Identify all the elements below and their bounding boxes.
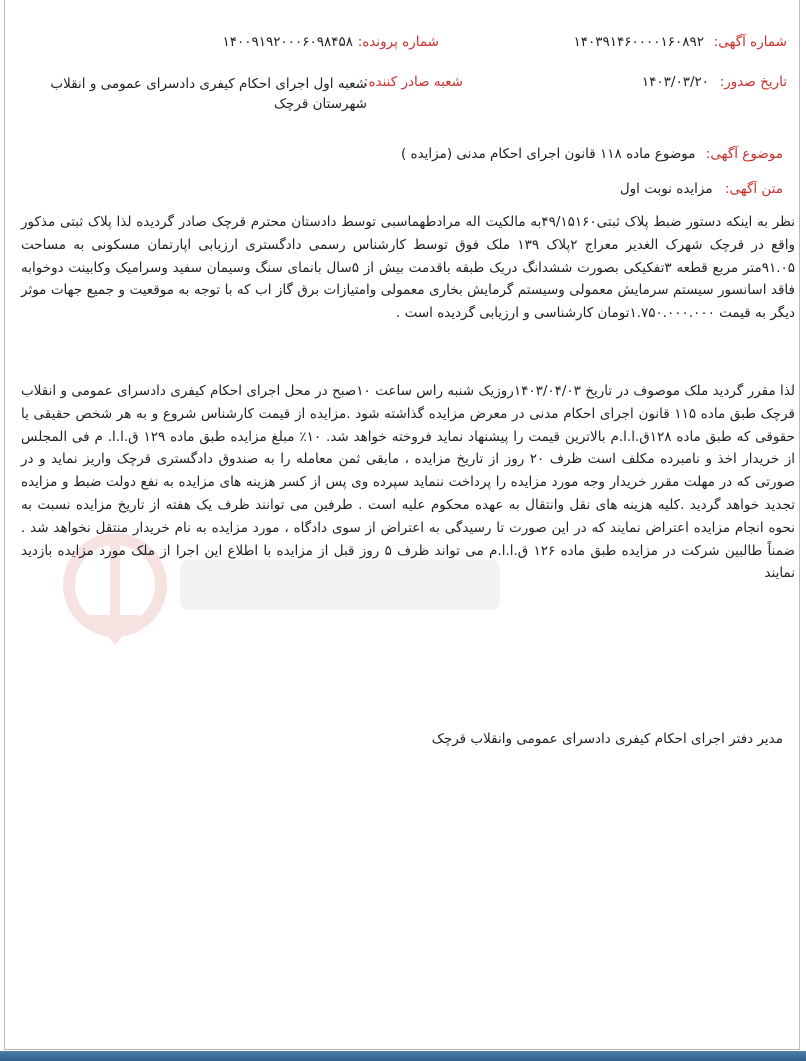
issue-date: ۱۴۰۳/۰۳/۲۰ (641, 74, 709, 90)
case-number: ۱۴۰۰۹۱۹۲۰۰۰۶۰۹۸۴۵۸ (222, 34, 353, 50)
bottom-bar (0, 1051, 806, 1061)
issuer-name: شعبه اول اجرای احکام کیفری دادسرای عمومی و انقلاب شهرستان قرچک (50, 76, 367, 112)
document-panel (4, 0, 800, 1050)
signature-line: مدیر دفتر اجرای احکام کیفری دادسرای عمومی وانقلاب قرچک (431, 731, 783, 747)
ad-number-label: شماره آگهی: (713, 34, 787, 50)
text-title: مزایده نوبت اول (619, 181, 713, 197)
subject-text: موضوع ماده ۱۱۸ قانون اجرای احکام مدنی (مزایده ) (400, 146, 696, 162)
text-label: متن آگهی: (724, 181, 783, 197)
issue-date-label: تاریخ صدور: (719, 74, 787, 90)
issuer-label: شعبه صادر کننده: (363, 74, 463, 90)
body-paragraph-2: لذا مقرر گردید ملک موصوف در تاریخ ۱۴۰۳/۰۴/۰۳روزیک شنبه راس ساعت ۱۰صبح در محل اجرای احکام کیفری دادسرای عمومی و انقلاب قرچک طبق ماده ۱۱۵ قانون اجرای احکام مدنی در معرض مزایده گذاشته شود .مزایده از قیمت کارشناس شروع و به هر شخص حقیقی یا حقوقی که طبق ماده ۱۲۸ق.ا.ا.م بالاترین قیمت را پیشنهاد نماید فروخته خواهد شد. ۱۰٪ مبلغ مزایده طبق ماده ۱۲۹ ق.ا.ا. م فی المجلس از خریدار اخذ و نامبرده مکلف است ظرف ۲۰ روز از تاریخ مزایده ، مابقی ثمن معامله را به صندوق دادگستری قرچک واریز نماید و در صورتی که در مهلت مقرر خریدار وجه مورد مزایده را پرداخت ننماید سپرده وی پس از کسر هزینه های مزایده به نفع دولت ضبط و مزایده تجدید خواهد گردید .کلیه هزینه های نقل وانتقال به عهده محکوم علیه است . طرفین می توانند ظرف یک هفته از تاریخ مزایده نسبت به نحوه انجام مزایده اعتراض نمایند که در این صورت تا رسیدگی به اعتراض از سوی دادگاه ، مورد مزایده به نام خریدار منتقل نخواهد شد . ضمناً طالبین شرکت در مزایده طبق ماده ۱۲۶ ق.ا.ا.م می تواند ظرف ۵ روز قبل از مزایده با اطلاع این اجرا از ملک مورد مزایده بازدید نمایند (21, 383, 796, 582)
ad-number: ۱۴۰۳۹۱۴۶۰۰۰۰۱۶۰۸۹۲ (573, 34, 704, 50)
subject-line (401, 146, 783, 162)
text-heading (620, 181, 783, 197)
subject-label: موضوع آگهی: (705, 146, 783, 162)
case-number-label: شماره پرونده: (357, 34, 439, 50)
body-paragraph-1: نظر به اینکه دستور ضبط پلاک ثبتی۴۹/۱۵۱۶۰به مالکیت اله مرادطهماسبی توسط دادستان محترم قرچک صادر گردیده لذا پلاک ثبتی مذکور واقع در قرچک شهرک الغدیر معراج ۲پلاک ۱۳۹ ملک فوق توسط کارشناس رسمی دادگستری ارزیابی اپارتمان مسکونی به مساحت ۹۱.۰۵متر مربع قطعه ۳تفکیکی بصورت ششدانگ دریک طبقه باقدمت بیش از ۵سال بانمای سنگ وسیمان سفید وسرامیک وکابینت دوخوابه فاقد اسانسور سیستم سرمایش معمولی وسیستم گرمایش بخاری معمولی وامتیازات برق گاز اب که با توجه به موقعیت و جمیع جهات موثر دیگر به قیمت ۱.۷۵۰.۰۰۰.۰۰۰تومان کارشناسی و ارزیابی گردیده است . (21, 214, 795, 322)
